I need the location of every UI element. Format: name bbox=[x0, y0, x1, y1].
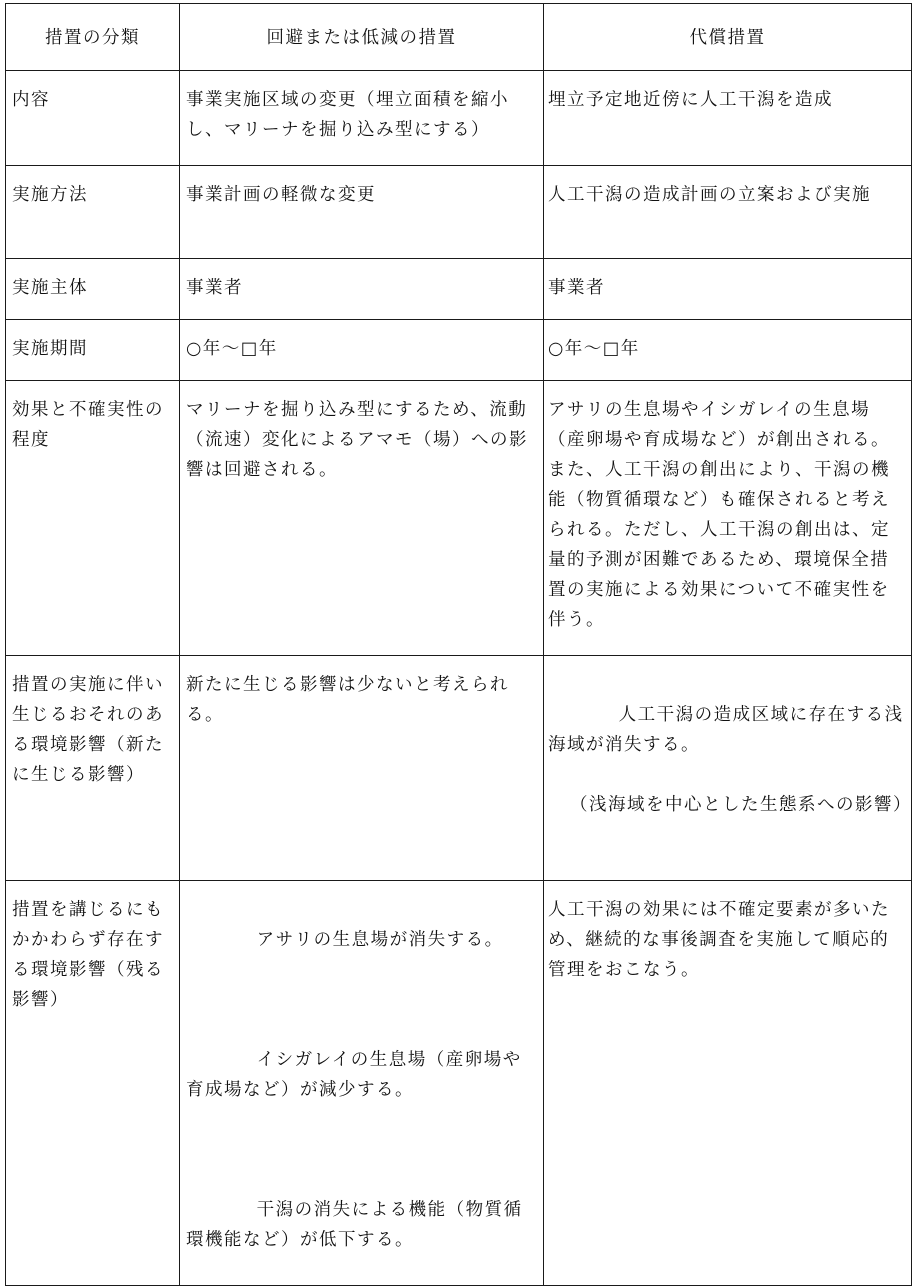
header-category: 措置の分類 bbox=[6, 4, 180, 71]
row-label: 措置を講じるにもかかわらず存在する環境影響（残る影響） bbox=[12, 900, 164, 1010]
compensation-text: 人工干潟の造成区域に存在する浅海域が消失する。 bbox=[548, 705, 904, 755]
row-period bbox=[6, 320, 912, 381]
compensation-cell: 人工干潟の効果には不確定要素が多いため、継続的な事後調査を実施して順応的管理をおこなう。 bbox=[548, 900, 890, 980]
compensation-note: （浅海域を中心とした生態系への影響） bbox=[570, 795, 912, 815]
table-header-row bbox=[6, 4, 912, 71]
avoidance-cell: ○年～□年 bbox=[186, 339, 278, 359]
compensation-cell: 事業者 bbox=[548, 278, 605, 298]
compensation-cell: アサリの生息場やイシガレイの生息場（産卵場や育成場など）が創出される。また、人工干潟の創出により、干潟の機能（物質循環など）も確保されると考えられる。ただし、人工干潟の創出は、定量的予測が困難であるため、環境保全措置の実施による効果について不確実性を伴う。 bbox=[548, 400, 890, 630]
header-compensation: 代償措置 bbox=[544, 4, 912, 71]
row-label: 効果と不確実性の程度 bbox=[12, 400, 164, 450]
avoidance-cell: マリーナを掘り込み型にするため、流動（流速）変化によるアマモ（場）への影響は回避される。 bbox=[186, 400, 528, 480]
row-remaining-impacts bbox=[6, 881, 912, 1286]
row-label: 実施期間 bbox=[12, 339, 88, 359]
row-label: 内容 bbox=[12, 90, 50, 110]
avoidance-cell: 事業者 bbox=[186, 278, 243, 298]
avoidance-cell: 事業実施区域の変更（埋立面積を縮小し、マリーナを掘り込み型にする） bbox=[186, 90, 509, 140]
row-label: 実施方法 bbox=[12, 185, 88, 205]
compensation-cell: 埋立予定地近傍に人工干潟を造成 bbox=[548, 90, 833, 110]
compensation-cell: 人工干潟の造成計画の立案および実施 bbox=[548, 185, 871, 205]
avoidance-cell bbox=[180, 881, 543, 1285]
remaining-impact-item: アサリの生息場が消失する。 bbox=[256, 930, 504, 950]
remaining-impact-item: 干潟の消失による機能（物質循環機能など）が低下する。 bbox=[186, 1200, 523, 1250]
avoidance-cell: 事業計画の軽微な変更 bbox=[186, 185, 376, 205]
compensation-cell: ○年～□年 bbox=[548, 339, 640, 359]
measures-table bbox=[5, 3, 912, 1286]
row-label: 実施主体 bbox=[12, 278, 88, 298]
compensation-cell bbox=[544, 656, 911, 880]
avoidance-cell: 新たに生じる影響は少ないと考えられる。 bbox=[186, 675, 509, 725]
header-avoidance-reduction: 回避または低減の措置 bbox=[180, 4, 544, 71]
environmental-measures-sheet bbox=[5, 3, 915, 1250]
row-content bbox=[6, 71, 912, 166]
row-method bbox=[6, 166, 912, 259]
row-actor bbox=[6, 259, 912, 320]
row-effect-uncertainty bbox=[6, 381, 912, 656]
remaining-impact-item: イシガレイの生息場（産卵場や育成場など）が減少する。 bbox=[186, 1050, 522, 1100]
row-new-impacts bbox=[6, 656, 912, 881]
row-label: 措置の実施に伴い生じるおそれのある環境影響（新たに生じる影響） bbox=[12, 675, 164, 785]
